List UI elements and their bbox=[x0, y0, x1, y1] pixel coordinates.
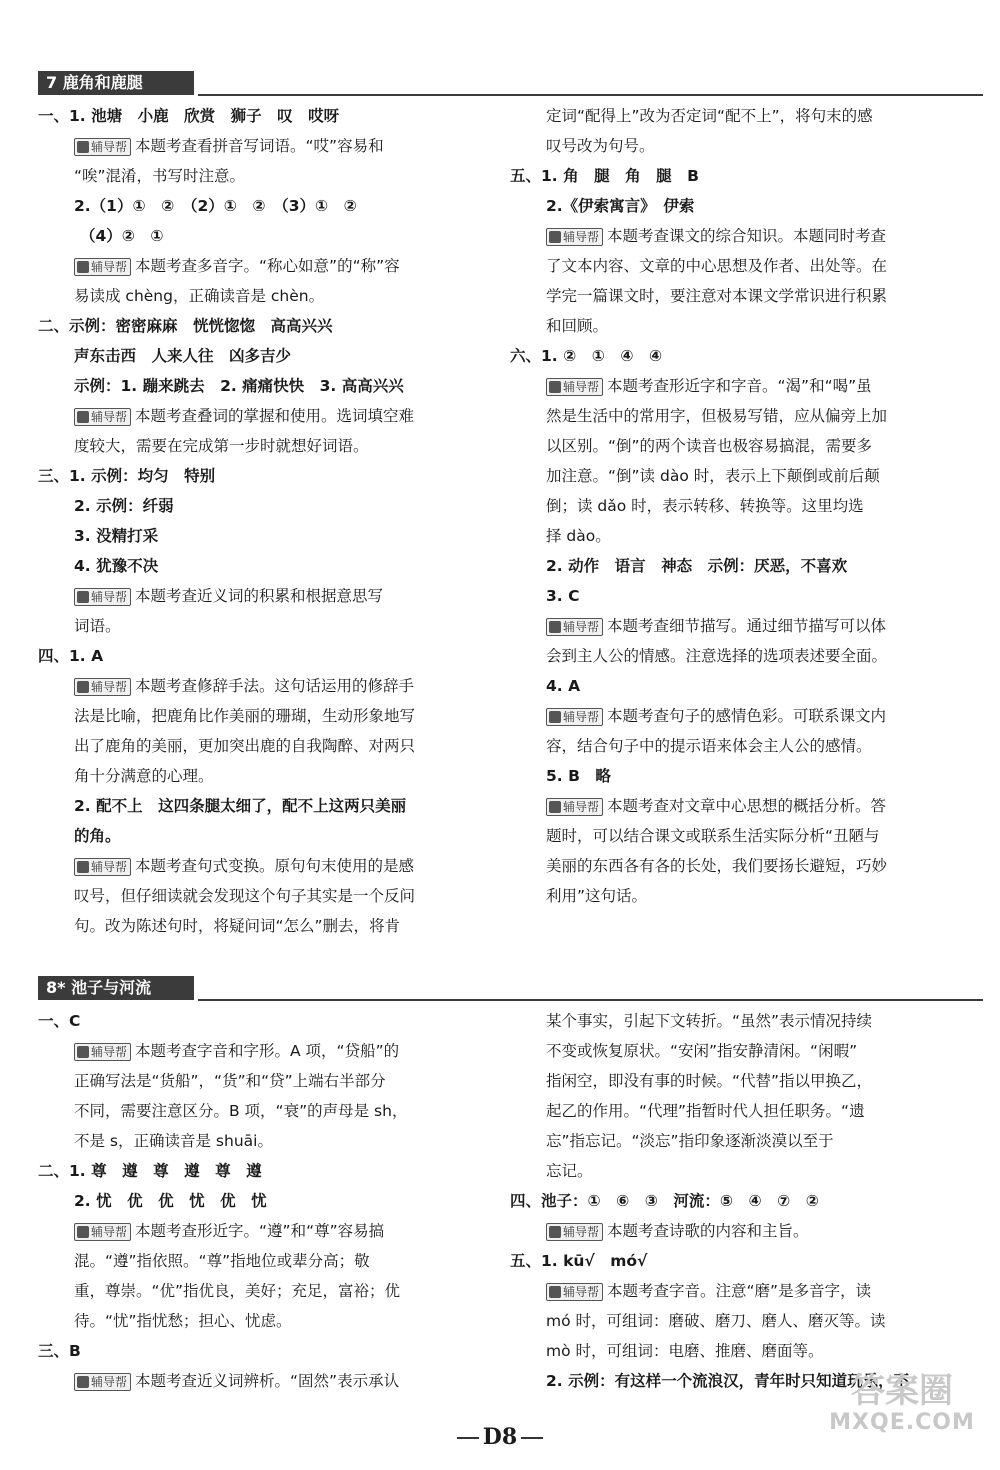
help-label: 辅导帮 bbox=[563, 1224, 600, 1239]
line-text: 正确写法是“货船”，“货”和“贷”上端右半部分 bbox=[74, 1072, 386, 1090]
help-icon bbox=[77, 141, 89, 153]
answer-line bbox=[510, 491, 950, 521]
answer-explanation-line bbox=[510, 221, 950, 251]
help-icon bbox=[549, 231, 561, 243]
line-text: （4）② ① bbox=[80, 227, 164, 245]
line-text: 利用”这句话。 bbox=[546, 887, 648, 905]
help-icon bbox=[549, 1226, 561, 1238]
line-text: 倒；读 dǎo 时，表示转移、转换等。这里均选 bbox=[546, 497, 864, 515]
help-badge bbox=[546, 618, 603, 636]
line-text: 词语。 bbox=[74, 617, 121, 635]
help-icon bbox=[549, 801, 561, 813]
line-text: 本题考查课文的综合知识。本题同时考查 bbox=[607, 227, 887, 245]
help-badge bbox=[74, 138, 131, 156]
answer-line bbox=[38, 461, 478, 491]
line-text: 法是比喻，把鹿角比作美丽的珊瑚，生动形象地写 bbox=[74, 707, 416, 725]
line-text: 一、C bbox=[38, 1012, 81, 1030]
answer-line bbox=[510, 161, 950, 191]
line-text: 2.《伊索寓言》 伊索 bbox=[546, 197, 695, 215]
answer-line bbox=[38, 191, 478, 221]
line-text: 本题考查形近字和字音。“渴”和“喝”虽 bbox=[607, 377, 872, 395]
help-badge bbox=[546, 1283, 603, 1301]
line-text: 五、1. kū√ mó√ bbox=[510, 1252, 648, 1270]
answer-line bbox=[38, 881, 478, 911]
answer-explanation-line bbox=[38, 671, 478, 701]
answer-line bbox=[510, 191, 950, 221]
answer-line bbox=[510, 1186, 950, 1216]
answer-line bbox=[38, 761, 478, 791]
line-text: 一、1. 池塘 小鹿 欣赏 狮子 叹 哎呀 bbox=[38, 107, 340, 125]
line-text: 本题考查近义词的积累和根据意思写 bbox=[135, 587, 384, 605]
help-label: 辅导帮 bbox=[91, 259, 128, 274]
help-label: 辅导帮 bbox=[563, 709, 600, 724]
answer-explanation-line bbox=[38, 1366, 478, 1396]
answer-line bbox=[510, 881, 950, 911]
lesson-8-header bbox=[38, 976, 983, 1000]
answer-line bbox=[38, 1156, 478, 1186]
answer-line bbox=[38, 1096, 478, 1126]
line-text: 择 dào。 bbox=[546, 527, 611, 545]
line-text: 和回顾。 bbox=[546, 317, 609, 335]
answer-line bbox=[510, 131, 950, 161]
answer-line bbox=[510, 731, 950, 761]
answer-line bbox=[38, 641, 478, 671]
answer-line bbox=[510, 1156, 950, 1186]
answer-line bbox=[510, 1126, 950, 1156]
answer-explanation-line bbox=[38, 581, 478, 611]
line-text: 以区别。“倒”的两个读音也极容易搞混，需要多 bbox=[546, 437, 873, 455]
page-number-text: D8 bbox=[482, 1424, 518, 1450]
answer-line bbox=[38, 611, 478, 641]
answer-line bbox=[38, 731, 478, 761]
answer-line bbox=[510, 1006, 950, 1036]
line-text: 四、池子：① ⑥ ③ 河流：⑤ ④ ⑦ ② bbox=[510, 1192, 819, 1210]
header-rule bbox=[198, 94, 983, 96]
line-text: 忘”指忘记。“淡忘”指印象逐渐淡漠以至于 bbox=[546, 1132, 834, 1150]
help-label: 辅导帮 bbox=[563, 799, 600, 814]
help-icon bbox=[77, 1226, 89, 1238]
help-label: 辅导帮 bbox=[91, 1224, 128, 1239]
help-badge bbox=[546, 798, 603, 816]
help-icon bbox=[77, 1046, 89, 1058]
line-text: 4. A bbox=[546, 677, 581, 695]
line-text: 六、1. ② ① ④ ④ bbox=[510, 347, 663, 365]
help-label: 辅导帮 bbox=[563, 1284, 600, 1299]
answer-explanation-line bbox=[38, 1216, 478, 1246]
answer-line bbox=[38, 911, 478, 941]
line-text: 2. 配不上 这四条腿太细了，配不上这两只美丽 bbox=[74, 797, 407, 815]
line-text: 本题考查形近字。“遵”和“尊”容易搞 bbox=[135, 1222, 385, 1240]
line-text: mó 时，可组词：磨破、磨刀、磨人、磨灭等。读 bbox=[546, 1312, 886, 1330]
help-label: 辅导帮 bbox=[91, 1374, 128, 1389]
help-badge bbox=[74, 408, 131, 426]
line-text: 2. 忧 优 优 忧 优 忧 bbox=[74, 1192, 267, 1210]
line-text: 指闲空，即没有事的时候。“代替”指以甲换乙， bbox=[546, 1072, 873, 1090]
answer-line bbox=[510, 641, 950, 671]
answer-line bbox=[510, 431, 950, 461]
answer-explanation-line bbox=[38, 401, 478, 431]
help-label: 辅导帮 bbox=[91, 589, 128, 604]
lesson-7-title: 7 鹿角和鹿腿 bbox=[38, 71, 194, 95]
answer-line bbox=[38, 431, 478, 461]
header-rule bbox=[198, 999, 983, 1001]
answer-line bbox=[38, 341, 478, 371]
help-badge bbox=[74, 588, 131, 606]
answer-explanation-line bbox=[510, 701, 950, 731]
answer-line bbox=[38, 1276, 478, 1306]
help-label: 辅导帮 bbox=[91, 859, 128, 874]
help-icon bbox=[549, 711, 561, 723]
line-text: 本题考查多音字。“称心如意”的“称”容 bbox=[135, 257, 400, 275]
line-text: 忘记。 bbox=[546, 1162, 593, 1180]
line-text: 重，尊崇。“优”指优良，美好；充足，富裕；优 bbox=[74, 1282, 401, 1300]
line-text: 示例：1. 蹦来跳去 2. 痛痛快快 3. 高高兴兴 bbox=[74, 377, 404, 395]
line-text: 然是生活中的常用字，但极易写错，应从偏旁上加 bbox=[546, 407, 888, 425]
line-text: 本题考查字音。注意“磨”是多音字，读 bbox=[607, 1282, 872, 1300]
help-icon bbox=[77, 261, 89, 273]
answer-explanation-line bbox=[510, 1216, 950, 1246]
answer-line bbox=[38, 101, 478, 131]
line-text: 3. 没精打采 bbox=[74, 527, 159, 545]
help-badge bbox=[546, 1223, 603, 1241]
line-text: 易读成 chèng，正确读音是 chèn。 bbox=[74, 287, 325, 305]
line-text: 美丽的东西各有各的长处，我们要扬长避短，巧妙 bbox=[546, 857, 888, 875]
line-text: 声东击西 人来人往 凶多吉少 bbox=[74, 347, 292, 365]
answer-line bbox=[510, 551, 950, 581]
answer-line bbox=[38, 551, 478, 581]
line-text: 4. 犹豫不决 bbox=[74, 557, 159, 575]
answer-line bbox=[510, 761, 950, 791]
line-text: 2.（1）① ② （2）① ② （3）① ② bbox=[74, 197, 357, 215]
answer-line bbox=[510, 251, 950, 281]
answer-line bbox=[510, 671, 950, 701]
answer-line bbox=[38, 161, 478, 191]
line-text: 本题考查对文章中心思想的概括分析。答 bbox=[607, 797, 887, 815]
help-icon bbox=[77, 681, 89, 693]
answer-line bbox=[38, 1066, 478, 1096]
line-text: 某个事实，引起下文转折。“虽然”表示情况持续 bbox=[546, 1012, 873, 1030]
help-label: 辅导帮 bbox=[91, 139, 128, 154]
line-text: 不同，需要注意区分。B 项，“衰”的声母是 sh， bbox=[74, 1102, 408, 1120]
help-badge bbox=[74, 1223, 131, 1241]
line-text: 加注意。“倒”读 dào 时，表示上下颠倒或前后颠 bbox=[546, 467, 880, 485]
answer-line bbox=[38, 221, 478, 251]
watermark-site: MXQE.COM bbox=[829, 1410, 975, 1435]
answer-explanation-line bbox=[38, 251, 478, 281]
answer-explanation-line bbox=[510, 791, 950, 821]
answer-line bbox=[38, 491, 478, 521]
line-text: 3. C bbox=[546, 587, 580, 605]
line-text: 本题考查句式变换。原句句末使用的是感 bbox=[135, 857, 415, 875]
help-icon bbox=[77, 861, 89, 873]
lesson-7-header bbox=[38, 71, 983, 95]
answer-line bbox=[38, 521, 478, 551]
answer-line bbox=[510, 281, 950, 311]
help-icon bbox=[549, 1286, 561, 1298]
help-badge bbox=[74, 858, 131, 876]
line-text: 5. B 略 bbox=[546, 767, 611, 785]
answer-line bbox=[38, 1006, 478, 1036]
answer-line bbox=[510, 401, 950, 431]
help-badge bbox=[546, 228, 603, 246]
answer-line bbox=[38, 701, 478, 731]
help-label: 辅导帮 bbox=[563, 229, 600, 244]
answer-line bbox=[38, 1306, 478, 1336]
help-icon bbox=[77, 591, 89, 603]
answer-explanation-line bbox=[38, 851, 478, 881]
help-badge bbox=[546, 378, 603, 396]
watermark bbox=[822, 1372, 982, 1436]
lesson-7-left-column bbox=[38, 101, 478, 941]
line-text: 了文本内容、文章的中心思想及作者、出处等。在 bbox=[546, 257, 888, 275]
help-badge bbox=[74, 678, 131, 696]
help-icon bbox=[549, 621, 561, 633]
help-label: 辅导帮 bbox=[563, 619, 600, 634]
line-text: 待。“忧”指忧愁；担心、忧虑。 bbox=[74, 1312, 292, 1330]
line-text: 不是 s，正确读音是 shuāi。 bbox=[74, 1132, 273, 1150]
answer-explanation-line bbox=[510, 1276, 950, 1306]
help-badge bbox=[74, 1373, 131, 1391]
line-text: 本题考查叠词的掌握和使用。选词填空难 bbox=[135, 407, 415, 425]
help-label: 辅导帮 bbox=[91, 1044, 128, 1059]
line-text: 二、示例：密密麻麻 恍恍惚惚 高高兴兴 bbox=[38, 317, 333, 335]
line-text: 叹号改为句号。 bbox=[546, 137, 655, 155]
dash-left bbox=[457, 1437, 479, 1439]
line-text: 混。“遵”指依照。“尊”指地位或辈分高；敬 bbox=[74, 1252, 370, 1270]
help-label: 辅导帮 bbox=[91, 679, 128, 694]
answer-line bbox=[38, 1126, 478, 1156]
answer-line bbox=[38, 281, 478, 311]
help-badge bbox=[546, 708, 603, 726]
answer-line bbox=[510, 1096, 950, 1126]
line-text: 出了鹿角的美丽，更加突出鹿的自我陶醉、对两只 bbox=[74, 737, 416, 755]
line-text: 本题考查近义词辨析。“固然”表示承认 bbox=[135, 1372, 400, 1390]
answer-explanation-line bbox=[38, 131, 478, 161]
line-text: 度较大，需要在完成第一步时就想好词语。 bbox=[74, 437, 369, 455]
answer-line bbox=[38, 821, 478, 851]
line-text: 本题考查句子的感情色彩。可联系课文内 bbox=[607, 707, 887, 725]
line-text: 本题考查看拼音写词语。“哎”容易和 bbox=[135, 137, 384, 155]
help-icon bbox=[549, 381, 561, 393]
answer-line bbox=[510, 521, 950, 551]
lesson-8-right-column bbox=[510, 1006, 950, 1396]
line-text: 三、B bbox=[38, 1342, 81, 1360]
answer-line bbox=[510, 101, 950, 131]
answer-line bbox=[38, 311, 478, 341]
line-text: 学完一篇课文时，要注意对本课文学常识进行积累 bbox=[546, 287, 888, 305]
help-icon bbox=[77, 411, 89, 423]
line-text: 本题考查诗歌的内容和主旨。 bbox=[607, 1222, 809, 1240]
lesson-8-left-column bbox=[38, 1006, 478, 1396]
answer-line bbox=[510, 311, 950, 341]
answer-line bbox=[38, 1246, 478, 1276]
line-text: 本题考查修辞手法。这句话运用的修辞手 bbox=[135, 677, 415, 695]
dash-right bbox=[521, 1437, 543, 1439]
lesson-8-title: 8* 池子与河流 bbox=[38, 976, 194, 1000]
line-text: mò 时，可组词：电磨、推磨、磨面等。 bbox=[546, 1342, 824, 1360]
line-text: 本题考查字音和字形。A 项，“贷船”的 bbox=[135, 1042, 400, 1060]
answer-explanation-line bbox=[510, 371, 950, 401]
line-text: 本题考查细节描写。通过细节描写可以体 bbox=[607, 617, 887, 635]
watermark-title: 答案圈 bbox=[851, 1371, 953, 1411]
help-badge bbox=[74, 258, 131, 276]
line-text: 三、1. 示例：均匀 特别 bbox=[38, 467, 216, 485]
help-label: 辅导帮 bbox=[563, 379, 600, 394]
answer-line bbox=[510, 851, 950, 881]
answer-line bbox=[38, 791, 478, 821]
line-text: 定词“配得上”改为否定词“配不上”，将句末的感 bbox=[546, 107, 873, 125]
line-text: 起乙的作用。“代理”指暂时代人担任职务。“遗 bbox=[546, 1102, 865, 1120]
answer-line bbox=[510, 821, 950, 851]
line-text: 角十分满意的心理。 bbox=[74, 767, 214, 785]
answer-line bbox=[38, 371, 478, 401]
line-text: 五、1. 角 腿 角 腿 B bbox=[510, 167, 699, 185]
line-text: 会到主人公的情感。注意选择的选项表述要全面。 bbox=[546, 647, 888, 665]
answer-line bbox=[510, 1336, 950, 1366]
line-text: 题时，可以结合课文或联系生活实际分析“丑陋与 bbox=[546, 827, 880, 845]
help-badge bbox=[74, 1043, 131, 1061]
line-text: 二、1. 尊 遵 尊 遵 尊 遵 bbox=[38, 1162, 262, 1180]
line-text: 不变或恢复原状。“安闲”指安静清闲。“闲暇” bbox=[546, 1042, 858, 1060]
line-text: 2. 动作 语言 神态 示例：厌恶，不喜欢 bbox=[546, 557, 848, 575]
answer-line bbox=[510, 581, 950, 611]
answer-line bbox=[510, 1066, 950, 1096]
line-text: “唉”混淆，书写时注意。 bbox=[74, 167, 246, 185]
answer-line bbox=[38, 1186, 478, 1216]
answer-line bbox=[38, 1336, 478, 1366]
answer-line bbox=[510, 1036, 950, 1066]
line-text: 2. 示例：有这样一个流浪汉，青年时只知道玩乐，不 bbox=[546, 1372, 910, 1390]
answer-line bbox=[510, 461, 950, 491]
help-label: 辅导帮 bbox=[91, 409, 128, 424]
line-text: 容，结合句子中的提示语来体会主人公的感情。 bbox=[546, 737, 872, 755]
line-text: 叹号，但仔细读就会发现这个句子其实是一个反问 bbox=[74, 887, 416, 905]
line-text: 四、1. A bbox=[38, 647, 104, 665]
line-text: 句。改为陈述句时，将疑问词“怎么”删去，将肯 bbox=[74, 917, 401, 935]
line-text: 的角。 bbox=[74, 827, 121, 845]
answer-line bbox=[510, 1306, 950, 1336]
answer-explanation-line bbox=[38, 1036, 478, 1066]
answer-line bbox=[510, 1246, 950, 1276]
help-icon bbox=[77, 1376, 89, 1388]
line-text: 2. 示例：纤弱 bbox=[74, 497, 174, 515]
answer-explanation-line bbox=[510, 611, 950, 641]
answer-line bbox=[510, 341, 950, 371]
lesson-7-right-column bbox=[510, 101, 950, 911]
